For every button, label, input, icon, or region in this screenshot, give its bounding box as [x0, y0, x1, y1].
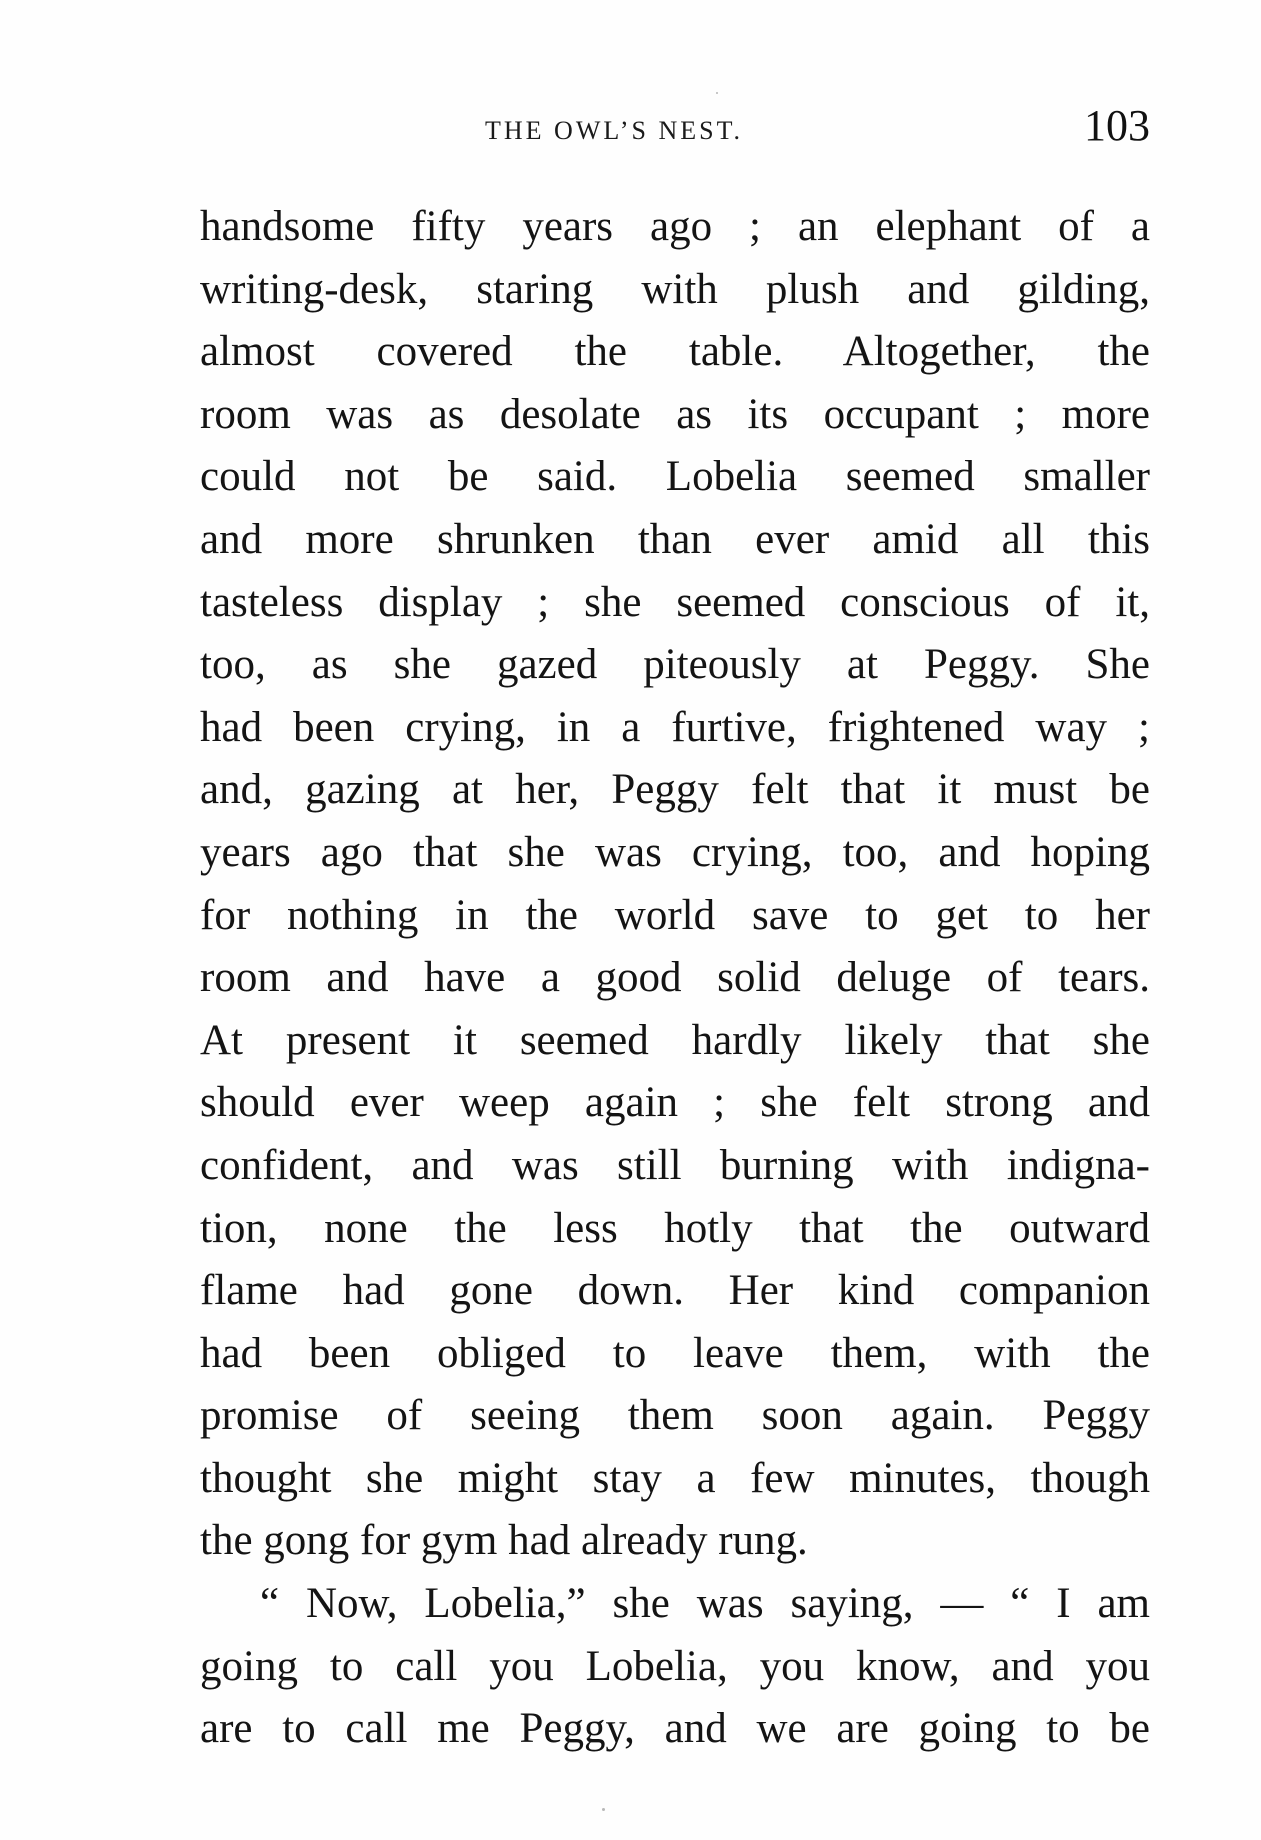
page-number: 103 — [1084, 101, 1150, 150]
text-line: and more shrunken than ever amid all this — [200, 515, 1150, 563]
text-line: room was as desolate as its occupant ; more — [200, 390, 1150, 438]
text-line: had been crying, in a furtive, frightened way ; — [200, 703, 1150, 751]
running-title: THE OWL’S NEST. — [485, 116, 744, 145]
page-header — [200, 96, 1150, 156]
text-line: promise of seeing them soon again. Peggy — [200, 1392, 1150, 1440]
text-line: room and have a good solid deluge of tears. — [200, 954, 1150, 1002]
text-line: handsome fifty years ago ; an elephant of a — [200, 203, 1150, 250]
text-line: tasteless display ; she seemed conscious of it, — [200, 578, 1150, 626]
text-line: confident, and was still burning with indigna- — [200, 1141, 1150, 1189]
text-line: writing-desk, staring with plush and gilding, — [200, 265, 1150, 313]
text-line: had been obliged to leave them, with the — [200, 1329, 1150, 1377]
text-line: years ago that she was crying, too, and hoping — [200, 828, 1150, 876]
text-line: too, as she gazed piteously at Peggy. She — [200, 641, 1150, 689]
text-line: the gong for gym had already rung. — [200, 1517, 808, 1565]
text-line: and, gazing at her, Peggy felt that it must be — [200, 766, 1150, 814]
text-line: could not be said. Lobelia seemed smaller — [200, 453, 1150, 501]
paper-speck — [602, 1808, 605, 1811]
text-line: should ever weep again ; she felt strong and — [200, 1079, 1150, 1127]
text-line: for nothing in the world save to get to her — [200, 891, 1150, 939]
text-line: “ Now, Lobelia,” she was saying, — “ I am — [260, 1580, 1150, 1628]
text-line: going to call you Lobelia, you know, and you — [200, 1642, 1150, 1690]
body-text — [200, 196, 1150, 1761]
text-line: thought she might stay a few minutes, though — [200, 1454, 1150, 1502]
text-line: tion, none the less hotly that the outward — [200, 1204, 1150, 1252]
text-line: are to call me Peggy, and we are going to be — [200, 1705, 1150, 1753]
paper-speck — [716, 92, 718, 94]
text-line: almost covered the table. Altogether, the — [200, 328, 1150, 376]
text-line: flame had gone down. Her kind companion — [200, 1267, 1150, 1315]
text-line: At present it seemed hardly likely that she — [200, 1016, 1150, 1064]
